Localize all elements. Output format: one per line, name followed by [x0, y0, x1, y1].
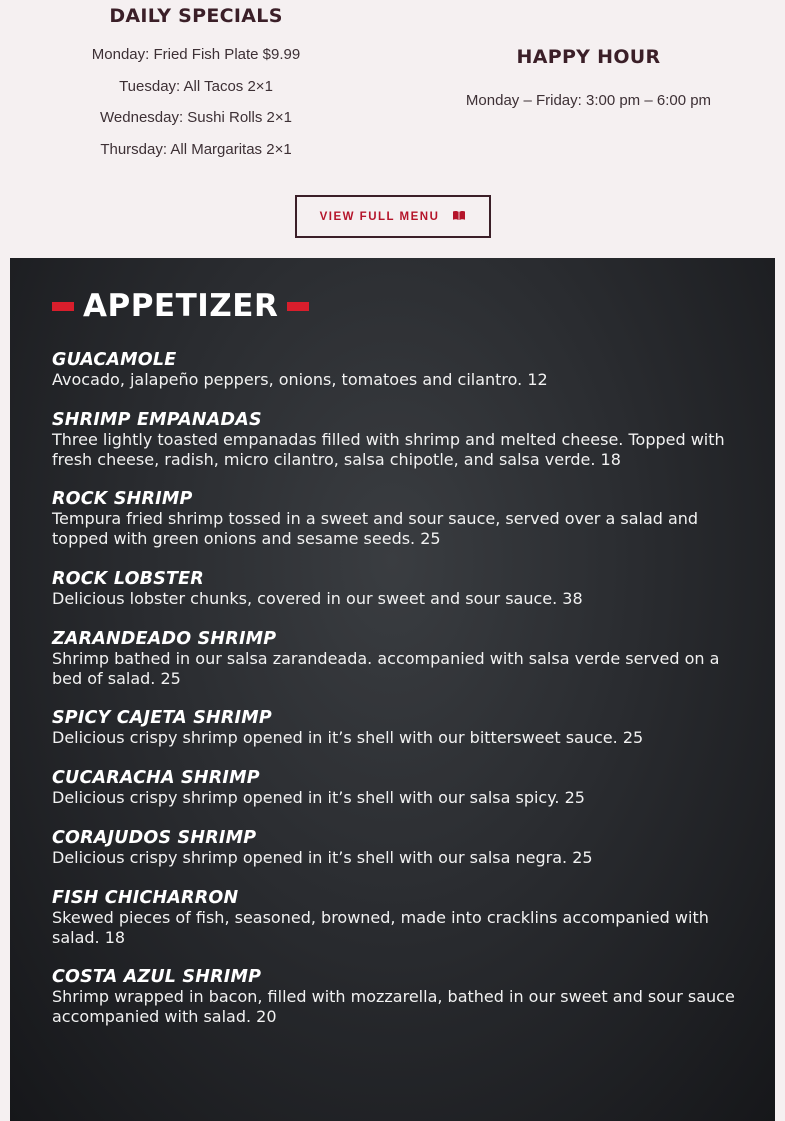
menu-item-name: ZARANDEADO SHRIMP [52, 628, 277, 649]
menu-item-desc: Delicious lobster chunks, covered in our sweet and sour sauce. 38 [52, 588, 583, 608]
appetizer-title: APPETIZER [83, 288, 279, 324]
daily-specials-list [0, 45, 392, 171]
menu-item [52, 489, 742, 549]
menu-item [52, 708, 742, 748]
book-open-icon [452, 210, 466, 224]
menu-item [52, 629, 742, 689]
appetizer-list [52, 350, 742, 1047]
list-item: Tuesday: All Tacos 2×1 [119, 77, 273, 95]
menu-item-desc: Shrimp wrapped in bacon, filled with mozzarella, bathed in our sweet and sour sauce accompanied with salad. 20 [52, 987, 735, 1027]
happy-hour-times: Monday – Friday: 3:00 pm – 6:00 pm [465, 92, 712, 109]
menu-item [52, 569, 742, 609]
list-item: Monday: Fried Fish Plate $9.99 [91, 46, 301, 63]
menu-item-desc: Three lightly toasted empanadas filled with shrimp and melted cheese. Topped with fresh cheese, radish, micro cilantro, salsa chipotle, and salsa verde. 18 [52, 429, 725, 469]
menu-item [52, 888, 742, 948]
menu-item [52, 768, 742, 808]
menu-item-name: GUACAMOLE [52, 350, 177, 370]
menu-item-name: ROCK SHRIMP [52, 489, 193, 510]
menu-item-desc: Tempura fried shrimp tossed in a sweet and sour sauce, served over a salad and topped with green onions and sesame seeds. 25 [52, 509, 699, 549]
list-item: Thursday: All Margaritas 2×1 [100, 140, 292, 158]
menu-item-desc: Delicious crispy shrimp opened in it’s shell with our salsa negra. 25 [52, 847, 593, 867]
menu-item-name: CUCARACHA SHRIMP [52, 768, 260, 789]
menu-item [52, 350, 742, 390]
menu-item-name: FISH CHICHARRON [52, 887, 239, 908]
daily-specials-title: DAILY SPECIALS [109, 5, 283, 27]
title-dash-right [287, 302, 309, 311]
menu-item-name: COSTA AZUL SHRIMP [52, 967, 262, 988]
appetizer-heading [52, 288, 309, 324]
menu-item [52, 828, 742, 868]
menu-item-name: CORAJUDOS SHRIMP [52, 827, 257, 848]
menu-item-name: ROCK LOBSTER [52, 568, 204, 589]
menu-item [52, 410, 742, 470]
menu-item-desc: Delicious crispy shrimp opened in it’s shell with our salsa spicy. 25 [52, 788, 585, 808]
daily-specials-section [0, 0, 392, 171]
menu-item-desc: Skewed pieces of fish, seasoned, browned, made into cracklins accompanied with salad. 18 [52, 907, 709, 947]
menu-item-name: SPICY CAJETA SHRIMP [52, 708, 272, 729]
happy-hour-section [392, 0, 785, 109]
menu-item-name: SHRIMP EMPANADAS [52, 409, 262, 430]
view-full-menu-label: VIEW FULL MENU [319, 210, 440, 223]
menu-item [52, 967, 742, 1027]
menu-item-desc: Avocado, jalapeño peppers, onions, tomatoes and cilantro. 12 [52, 370, 548, 389]
title-dash-left [52, 302, 74, 311]
appetizer-menu-image [10, 258, 775, 1121]
list-item: Wednesday: Sushi Rolls 2×1 [100, 109, 292, 126]
menu-item-desc: Delicious crispy shrimp opened in it’s shell with our bittersweet sauce. 25 [52, 728, 644, 748]
view-full-menu-button[interactable] [295, 195, 491, 238]
happy-hour-title: HAPPY HOUR [516, 46, 661, 68]
menu-item-desc: Shrimp bathed in our salsa zarandeada. accompanied with salsa verde served on a bed of salad. 25 [52, 648, 720, 688]
